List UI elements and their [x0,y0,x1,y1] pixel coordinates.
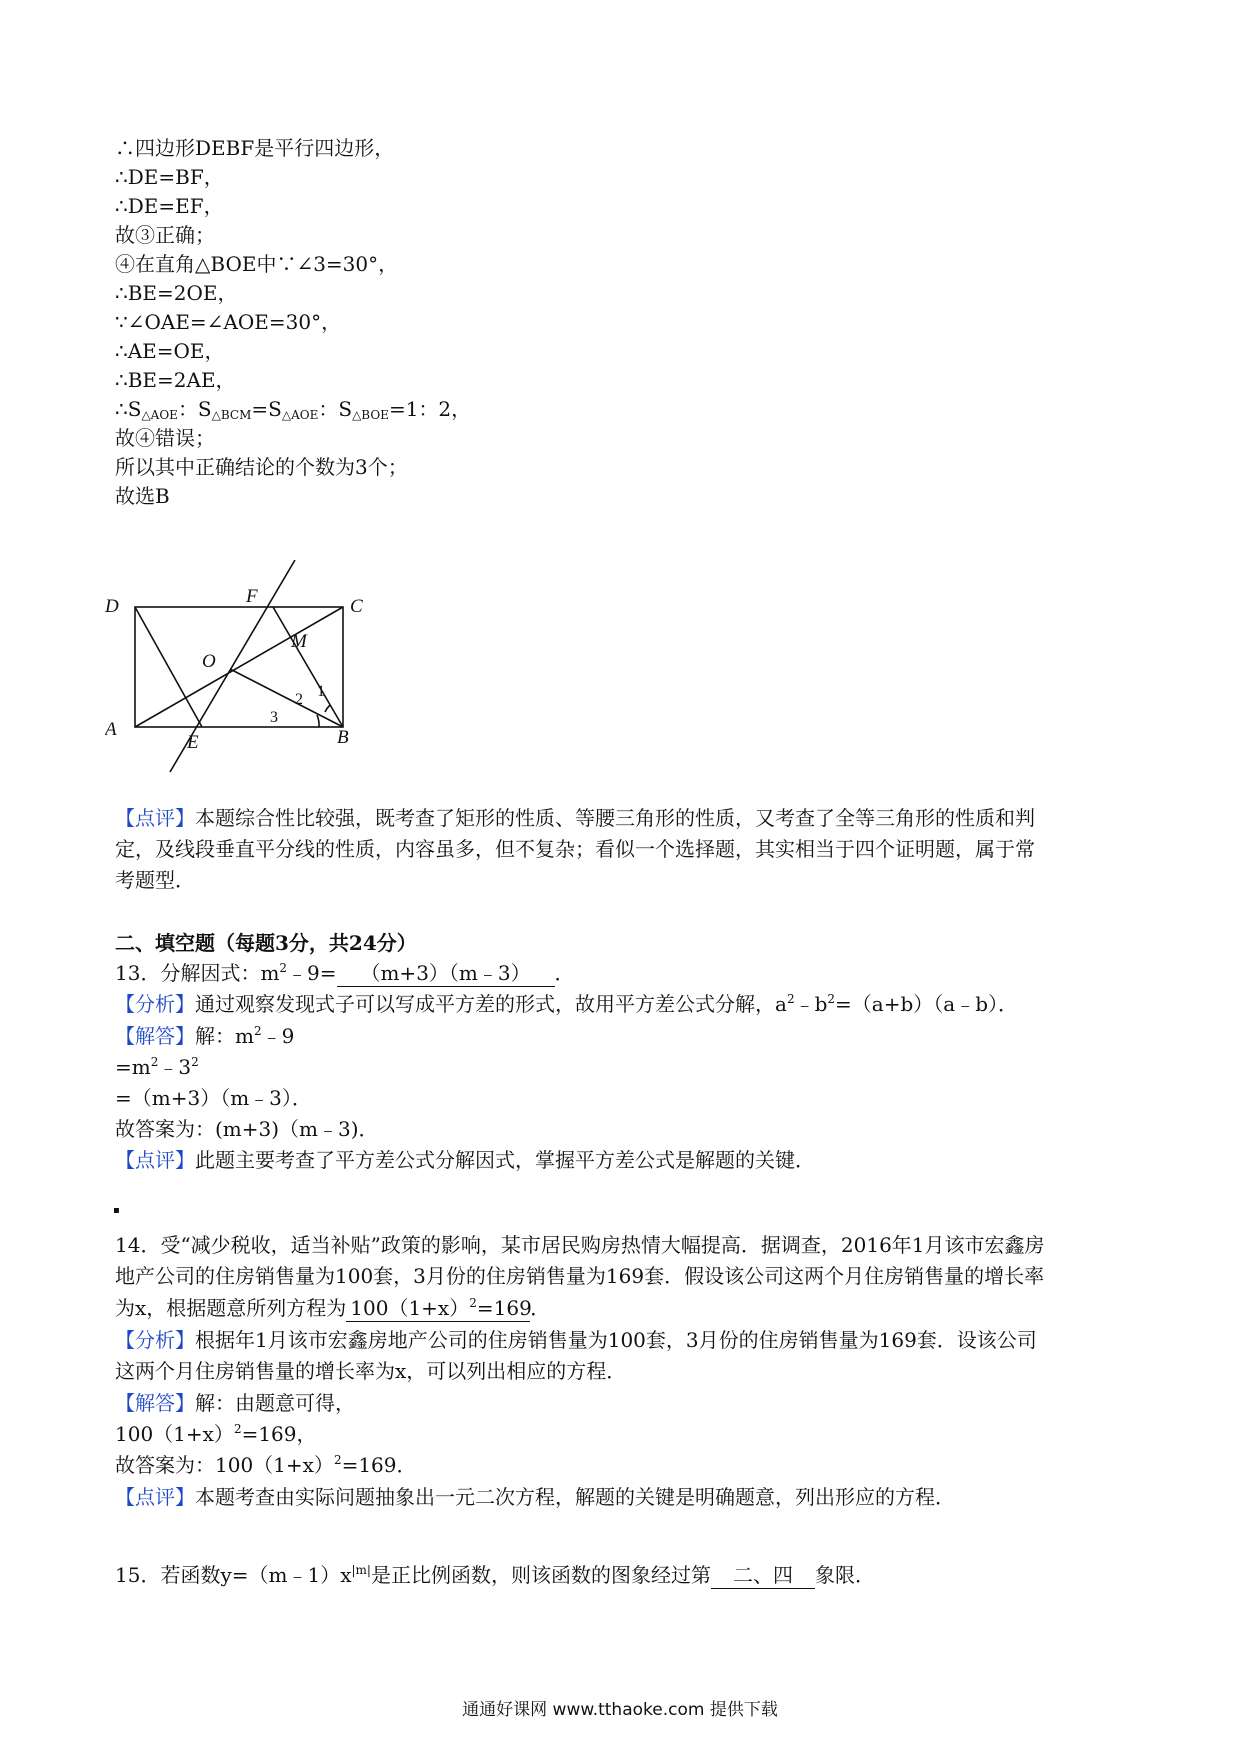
q14-line-1: 14．受“减少税收，适当补贴”政策的影响，某市居民购房热情大幅提高．据调查，2016年1月该市宏鑫房 [115,1233,1045,1257]
analysis-tag: 【分析】 [115,1328,195,1352]
q13-stem: 13．分解因式：$m^2﹣9=$ （m+3）（m﹣3） ． [115,961,575,985]
solve-tag: 【解答】 [115,1391,195,1415]
sol-line-8: ∴AE=OE， [115,339,225,363]
q15-stem: 15．若函数$y=(m﹣1)x^{|m|}$是正比例函数，则该函数的图象经过第 二、四 象限． [115,1563,875,1587]
q14-line-3: 为x，根据题意所列方程为 $100(1+x)^2=169$． [115,1296,551,1320]
review12-line-3: 考题型． [115,868,195,892]
q14-analysis-1: 【分析】根据年1月该市宏鑫房地产公司的住房销售量为100套，3月份的住房销售量为169套．设该公司 [115,1328,1037,1352]
geometry-figure [105,560,405,800]
label-a: A [105,719,117,740]
q13-answer-blank: （m+3）（m﹣3） [337,960,555,987]
footer-watermark: 通通好课网 www.tthaoke.com 提供下载 [462,1700,778,1720]
sol-line-9: ∴BE=2AE， [115,368,236,392]
sol-line-4: 故③正确； [115,223,215,247]
label-b: B [337,727,349,748]
review-tag: 【点评】 [115,1485,195,1509]
q14-analysis-2: 这两个月住房销售量的增长率为x，可以列出相应的方程． [115,1359,627,1383]
sol-line-area-ratio: $\therefore S_{\triangle AOE}$：$S_{\triangle BCM}=S_{\triangle AOE}$：$S_{\triangle BOE}=1$：2， [115,397,472,422]
q13-review: 【点评】此题主要考查了平方差公式分解因式，掌握平方差公式是解题的关键． [115,1148,815,1172]
sol-line-2: ∴DE=BF， [115,165,224,189]
diagonal-ac [135,607,343,727]
angle-label-3: 3 [270,709,278,726]
q14-step-3: 故答案为：$100(1+x)^2=169$． [115,1453,417,1477]
sol-line-7: ∵∠OAE=∠AOE=30°， [115,310,342,334]
q13-step-4: 故答案为：(m+3)（m﹣3)． [115,1117,379,1141]
segment-de [135,607,202,727]
q14-review: 【点评】本题考查由实际问题抽象出一元二次方程，解题的关键是明确题意，列出形应的方程． [115,1485,955,1509]
review12-line-2: 定，及线段垂直平分线的性质，内容虽多，但不复杂；看似一个选择题，其实相当于四个证明题，属于常 [115,837,1035,861]
label-f: F [246,586,258,607]
label-d: D [105,596,119,617]
label-c: C [350,596,363,617]
label-m: M [291,631,307,652]
angle-label-2: 2 [295,691,303,708]
q15-answer-blank: 二、四 [711,1562,815,1589]
sol-line-5: ④在直角△BOE中∵∠3=30°， [115,252,399,276]
q14-step-2: $100(1+x)^2=169$， [115,1422,317,1446]
q13-solve: 【解答】解：$m^2﹣9$ [115,1024,295,1048]
angle-2-arc [325,705,330,712]
review12-line-1: 【点评】本题综合性比较强，既考查了矩形的性质、等腰三角形的性质，又考查了全等三角形的性质和判 [115,806,1035,830]
review-tag: 【点评】 [115,806,195,830]
sol-line-13: 故选B [115,484,170,508]
sol-line-3: ∴DE=EF， [115,194,224,218]
sol-line-11: 故④错误； [115,426,215,450]
section-heading: 二、填空题（每题3分，共24分） [115,931,417,955]
label-e: E [187,732,199,753]
analysis-tag: 【分析】 [115,992,195,1016]
q13-step-2: $=m^2﹣3^2$ [115,1055,199,1079]
label-o: O [202,651,216,672]
stray-mark: ▪ [113,1205,120,1216]
solve-tag: 【解答】 [115,1024,195,1048]
q14-line-2: 地产公司的住房销售量为100套，3月份的住房销售量为169套．假设该公司这两个月住房销售量的增长率 [115,1264,1045,1288]
q14-solve: 【解答】解：由题意可得， [115,1391,355,1415]
q13-analysis: 【分析】通过观察发现式子可以写成平方差的形式，故用平方差公式分解，$a^2﹣b^2=(a+b)(a﹣b)$． [115,992,1018,1016]
review-tag: 【点评】 [115,1148,195,1172]
sol-line-6: ∴BE=2OE， [115,281,238,305]
sol-line-12: 所以其中正确结论的个数为3个； [115,455,408,479]
angle-3-arc [317,715,319,727]
angle-label-1: 1 [317,683,325,700]
q14-answer-blank: $100(1+x)^2=169$ [346,1295,530,1322]
sol-line-1: ∴四边形DEBF是平行四边形， [115,136,395,160]
q13-step-3: =（m+3）（m﹣3）． [115,1086,312,1110]
